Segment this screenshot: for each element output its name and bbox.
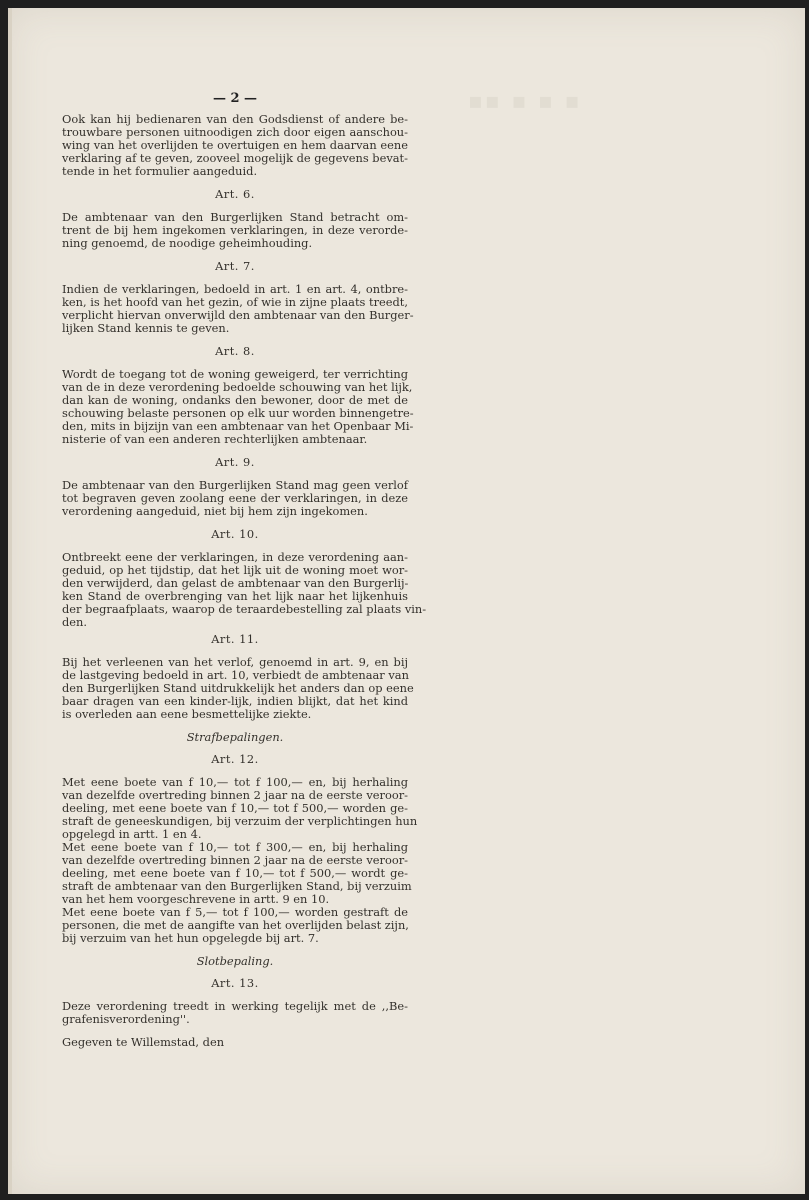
text-line: den Burgerlijken Stand uitdrukkelijk het anders dan op eene xyxy=(62,681,414,695)
text-line: deeling, met eene boete van f 10,— tot f 500,— wordt ge- xyxy=(62,866,408,880)
text-line: deeling, met eene boete van f 10,— tot f 500,— worden ge- xyxy=(62,801,408,815)
text-line: De ambtenaar van den Burgerlijken Stand mag geen verlof xyxy=(62,478,408,492)
text-line: den verwijderd, dan gelast de ambtenaar van den Burgerlij- xyxy=(62,576,409,590)
section-heading: Strafbepalingen. xyxy=(186,730,284,744)
text-line: Met eene boete van f 10,— tot f 100,— en, bij herhaling xyxy=(62,775,408,789)
text-line: van het hem voorgeschrevene in artt. 9 en 10. xyxy=(62,892,330,906)
text-line: verplicht hiervan onverwijld den ambtenaar van den Burger- xyxy=(62,308,414,322)
text-line: den, mits in bijzijn van een ambtenaar van het Openbaar Mi- xyxy=(62,419,414,433)
article-heading: Art. 13. xyxy=(211,976,259,990)
text-line: Met eene boete van f 10,— tot f 300,— en, bij herhaling xyxy=(62,840,408,854)
article-heading: Art. 9. xyxy=(215,455,255,469)
text-line: Deze verordening treedt in werking tegelijk met de ,,Be- xyxy=(62,999,408,1013)
text-line: personen, die met de aangifte van het overlijden belast zijn, xyxy=(62,918,409,932)
text-line: trent de bij hem ingekomen verklaringen, in deze verorde- xyxy=(62,223,408,237)
text-line: tende in het formulier aangeduid. xyxy=(62,164,258,178)
paragraph xyxy=(62,282,414,335)
paragraph xyxy=(62,550,427,629)
text-line: baar dragen van een kinder-lijk, indien blijkt, dat het kind xyxy=(62,694,408,708)
text-line: nisterie of van een anderen rechterlijken ambtenaar. xyxy=(62,432,368,446)
text-line: verklaring af te geven, zooveel mogelijk de gegevens bevat- xyxy=(62,151,408,165)
text-line: der begraafplaats, waarop de teraardebestelling zal plaats vin- xyxy=(62,602,427,616)
paragraph xyxy=(62,655,414,721)
paragraph xyxy=(62,479,408,518)
text-line: wing van het overlijden te overtuigen en hem daarvan eene xyxy=(62,138,408,152)
text-line: trouwbare personen uitnoodigen zich door eigen aanschou- xyxy=(62,125,408,139)
text-line: ning genoemd, de noodige geheimhouding. xyxy=(62,236,313,250)
text-line: Ontbreekt eene der verklaringen, in deze verordening aan- xyxy=(62,550,408,564)
text-line: van de in deze verordening bedoelde schouwing van het lijk, xyxy=(62,380,413,394)
text-line: Wordt de toegang tot de woning geweigerd, ter verrichting xyxy=(62,367,408,381)
section-heading: Slotbepaling. xyxy=(196,954,274,968)
text-line: geduid, op het tijdstip, dat het lijk uit de woning moet wor- xyxy=(62,563,408,577)
text-line: Bij het verleenen van het verlof, genoemd in art. 9, en bij xyxy=(62,655,408,669)
text-line: De ambtenaar van den Burgerlijken Stand betracht om- xyxy=(62,210,408,224)
text-line: Met eene boete van f 5,— tot f 100,— worden gestraft de xyxy=(62,905,408,919)
text-line: tot begraven geven zoolang eene der verklaringen, in deze xyxy=(62,491,408,505)
article-heading: Art. 11. xyxy=(211,632,259,646)
text-line: den. xyxy=(62,615,87,629)
document-body xyxy=(62,91,427,1059)
text-line: lijken Stand kennis te geven. xyxy=(62,321,230,335)
text-line: van dezelfde overtreding binnen 2 jaar na de eerste veroor- xyxy=(62,788,408,802)
article-heading: Art. 8. xyxy=(215,344,255,358)
paragraph xyxy=(62,1000,408,1026)
paragraph xyxy=(62,211,408,250)
bleed-through-mark: ▪▪ ▪ ▪ ▪ xyxy=(468,88,582,114)
page-edge xyxy=(8,8,12,1194)
text-line: bij verzuim van het hun opgelegde bij art. 7. xyxy=(62,931,319,945)
article-heading: Art. 12. xyxy=(211,752,259,766)
text-line: opgelegd in artt. 1 en 4. xyxy=(62,827,202,841)
text-line: van dezelfde overtreding binnen 2 jaar na de eerste veroor- xyxy=(62,853,408,867)
text-line: de lastgeving bedoeld in art. 10, verbiedt de ambtenaar van xyxy=(62,668,409,682)
text-line: grafenisverordening''. xyxy=(62,1012,190,1026)
paragraph xyxy=(62,113,408,178)
text-line: straft de geneeskundigen, bij verzuim der verplichtingen hun xyxy=(62,814,418,828)
paragraph xyxy=(62,367,414,446)
article-heading: Art. 7. xyxy=(215,259,255,273)
text-line: is overleden aan eene besmettelijke ziekte. xyxy=(62,707,312,721)
text-line: dan kan de woning, ondanks den bewoner, door de met de xyxy=(62,393,408,407)
article-heading: Art. 6. xyxy=(215,187,255,201)
paragraph xyxy=(62,1036,408,1049)
paragraph xyxy=(62,775,418,945)
page-number: — 2 — xyxy=(212,91,258,106)
text-line: straft de ambtenaar van den Burgerlijken Stand, bij verzuim xyxy=(62,879,412,893)
text-line: Indien de verklaringen, bedoeld in art. 1 en art. 4, ontbre- xyxy=(62,282,408,296)
text-line: Ook kan hij bedienaren van den Godsdienst of andere be- xyxy=(62,112,408,126)
text-line: ken Stand de overbrenging van het lijk naar het lijkenhuis xyxy=(62,589,408,603)
text-line: ken, is het hoofd van het gezin, of wie in zijne plaats treedt, xyxy=(62,295,408,309)
article-heading: Art. 10. xyxy=(211,527,259,541)
text-line: verordening aangeduid, niet bij hem zijn ingekomen. xyxy=(62,504,368,518)
text-line: Gegeven te Willemstad, den xyxy=(62,1035,225,1049)
text-line: schouwing belaste personen op elk uur worden binnengetre- xyxy=(62,406,414,420)
